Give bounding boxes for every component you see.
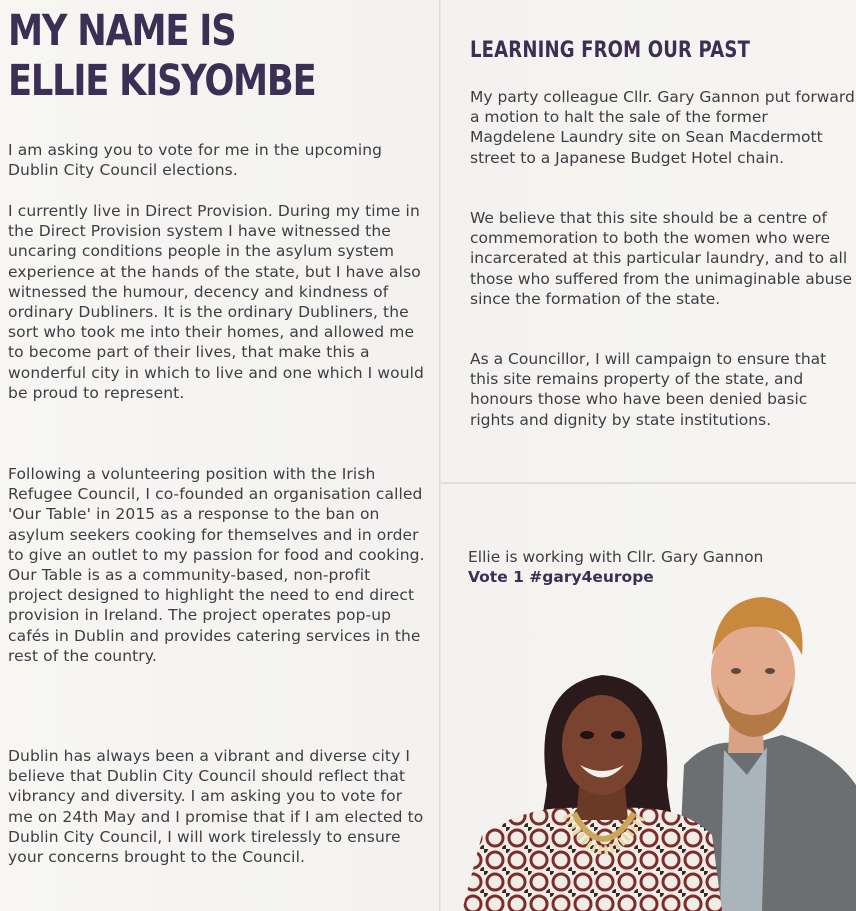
title-line-1: MY NAME IS — [8, 6, 236, 56]
our-table-paragraph: Following a volunteering position with the Irish Refugee Council, I co-founded an organisation called 'Our Table' in 2015 as a response to the ban on asylum seekers cooking for themselves and in order to give an outlet to my passion for food and cooking. Our Table is as a community-based, non-profit project designed to highlight the need to end direct provision in Ireland. The project operates pop-up cafés in Dublin and provides catering services in the rest of the country. — [8, 465, 425, 665]
dublin-paragraph: Dublin has always been a vibrant and diverse city I believe that Dublin City Council should reflect that vibrancy and diversity. I am asking you to vote for me on 24th May and I promise that if I am elected to Dublin City Council, I will work tirelessly to ensure your concerns brought to the Council. — [8, 747, 424, 867]
left-column — [8, 6, 428, 867]
candidate-title — [8, 6, 428, 106]
section-title: LEARNING FROM OUR PAST — [470, 38, 751, 63]
direct-provision-paragraph: I currently live in Direct Provision. During my time in the Direct Provision system I have witnessed the uncaring conditions people in the asylum system experience at the hands of the state, but I have also witnessed the humour, decency and kindness of ordinary Dubliners. It is the ordinary Dubliners, the sort who took me into their homes, and allowed me to become part of their lives, that make this a wonderful city in which to live and one which I would be proud to represent. — [8, 202, 424, 402]
photo-caption: Ellie is working with Cllr. Gary Gannon — [468, 548, 764, 566]
campaign-paragraph: As a Councillor, I will campaign to ensure that this site remains property of the state, and honours those who have been denied basic rights and dignity by state institutions. — [470, 350, 827, 429]
title-line-2: ELLIE KISYOMBE — [8, 56, 316, 106]
right-column — [470, 38, 855, 429]
fold-line-vertical — [439, 0, 441, 911]
commemoration-paragraph: We believe that this site should be a centre of commemoration to both the women who were incarcerated at this particular laundry, and to all those who suffered from the unimaginable abuse since the formation of the state. — [470, 209, 853, 308]
fold-line-horizontal — [441, 482, 856, 484]
vote-slogan: Vote 1 #gary4europe — [468, 568, 654, 586]
intro-paragraph: I am asking you to vote for me in the upcoming Dublin City Council elections. — [8, 141, 383, 180]
motion-paragraph: My party colleague Cllr. Gary Gannon put forward a motion to halt the sale of the former Magdelene Laundry site on Sean Macdermott street to a Japanese Budget Hotel chain. — [470, 88, 855, 167]
candidates-photo — [462, 585, 856, 911]
